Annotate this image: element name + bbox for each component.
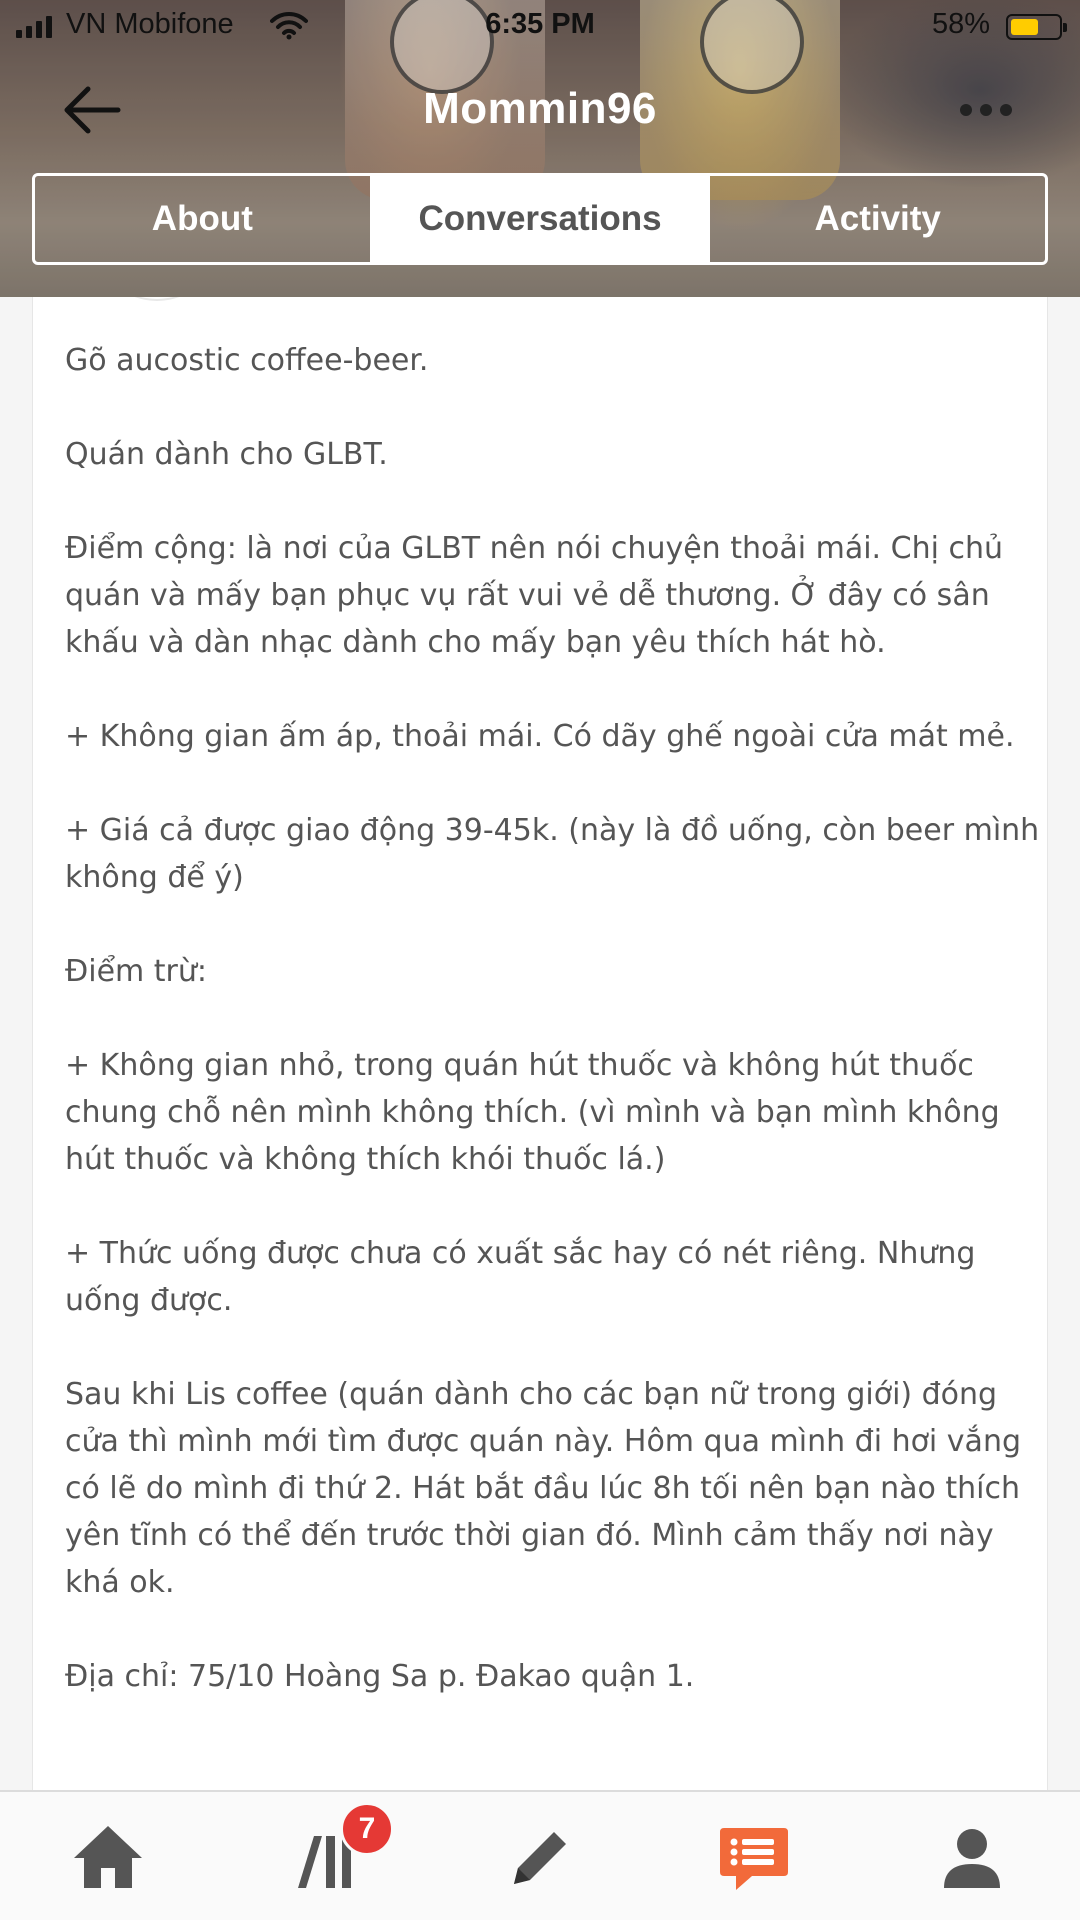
- battery-icon: [1006, 14, 1062, 40]
- conversations-icon[interactable]: [712, 1818, 792, 1898]
- message-paragraph: Quán dành cho GLBT.: [65, 437, 388, 472]
- message-paragraph: + Không gian nhỏ, trong quán hút thuốc và không hút thuốc chung chỗ nên mình không thích. (vì mình và bạn mình không hút thuốc và không thích khói thuốc lá.): [65, 1048, 1000, 1177]
- pencil-icon[interactable]: [500, 1818, 580, 1898]
- message-paragraph: Địa chỉ: 75/10 Hoàng Sa p. Đakao quận 1.: [65, 1659, 695, 1694]
- notification-badge: 7: [340, 1802, 394, 1856]
- profile-icon[interactable]: [932, 1818, 1012, 1898]
- bottom-navigation-bar: [0, 1790, 1080, 1920]
- battery-level-fill: [1011, 19, 1038, 35]
- message-body: [65, 337, 1045, 1747]
- conversation-message-card: [32, 297, 1048, 1790]
- status-time: 6:35 PM: [485, 8, 595, 40]
- home-icon[interactable]: [68, 1818, 148, 1898]
- tab-conversations[interactable]: Conversations: [370, 176, 708, 262]
- message-paragraph: Sau khi Lis coffee (quán dành cho các bạn nữ trong giới) đóng cửa thì mình mới tìm được quán này. Hôm qua mình đi hơi vắng có lẽ do mình đi thứ 2. Hát bắt đầu lúc 8h tối nên bạn nào thích yên tĩnh có thể đến trước thời gian đó. Mình cảm thấy nơi này khá ok.: [65, 1377, 1022, 1600]
- profile-username-title: Mommin96: [423, 84, 657, 133]
- profile-tabs: [32, 173, 1048, 265]
- status-bar: [0, 0, 1080, 56]
- tab-about[interactable]: About: [151, 199, 253, 238]
- more-horizontal-icon[interactable]: [960, 96, 1012, 124]
- profile-header: [0, 0, 1080, 297]
- avatar: [93, 297, 221, 301]
- message-paragraph: + Không gian ấm áp, thoải mái. Có dãy ghế ngoài cửa mát mẻ.: [65, 719, 1015, 754]
- carrier-name: VN Mobifone: [66, 8, 234, 40]
- tab-activity[interactable]: Activity: [707, 176, 1045, 262]
- message-paragraph: + Giá cả được giao động 39-45k. (này là đồ uống, còn beer mình không để ý): [65, 813, 1040, 895]
- message-paragraph: Điểm trừ:: [65, 954, 208, 989]
- battery-percent: 58%: [931, 8, 990, 40]
- message-paragraph: Gõ aucostic coffee-beer.: [65, 343, 429, 378]
- message-paragraph: + Thức uống được chưa có xuất sắc hay có nét riêng. Nhưng uống được.: [65, 1236, 976, 1318]
- message-paragraph: Điểm cộng: là nơi của GLBT nên nói chuyện thoải mái. Chị chủ quán và mấy bạn phục vụ rất vui vẻ dễ thương. Ở đây có sân khấu và dàn nhạc dành cho mấy bạn yêu thích hát hò.: [65, 531, 1003, 660]
